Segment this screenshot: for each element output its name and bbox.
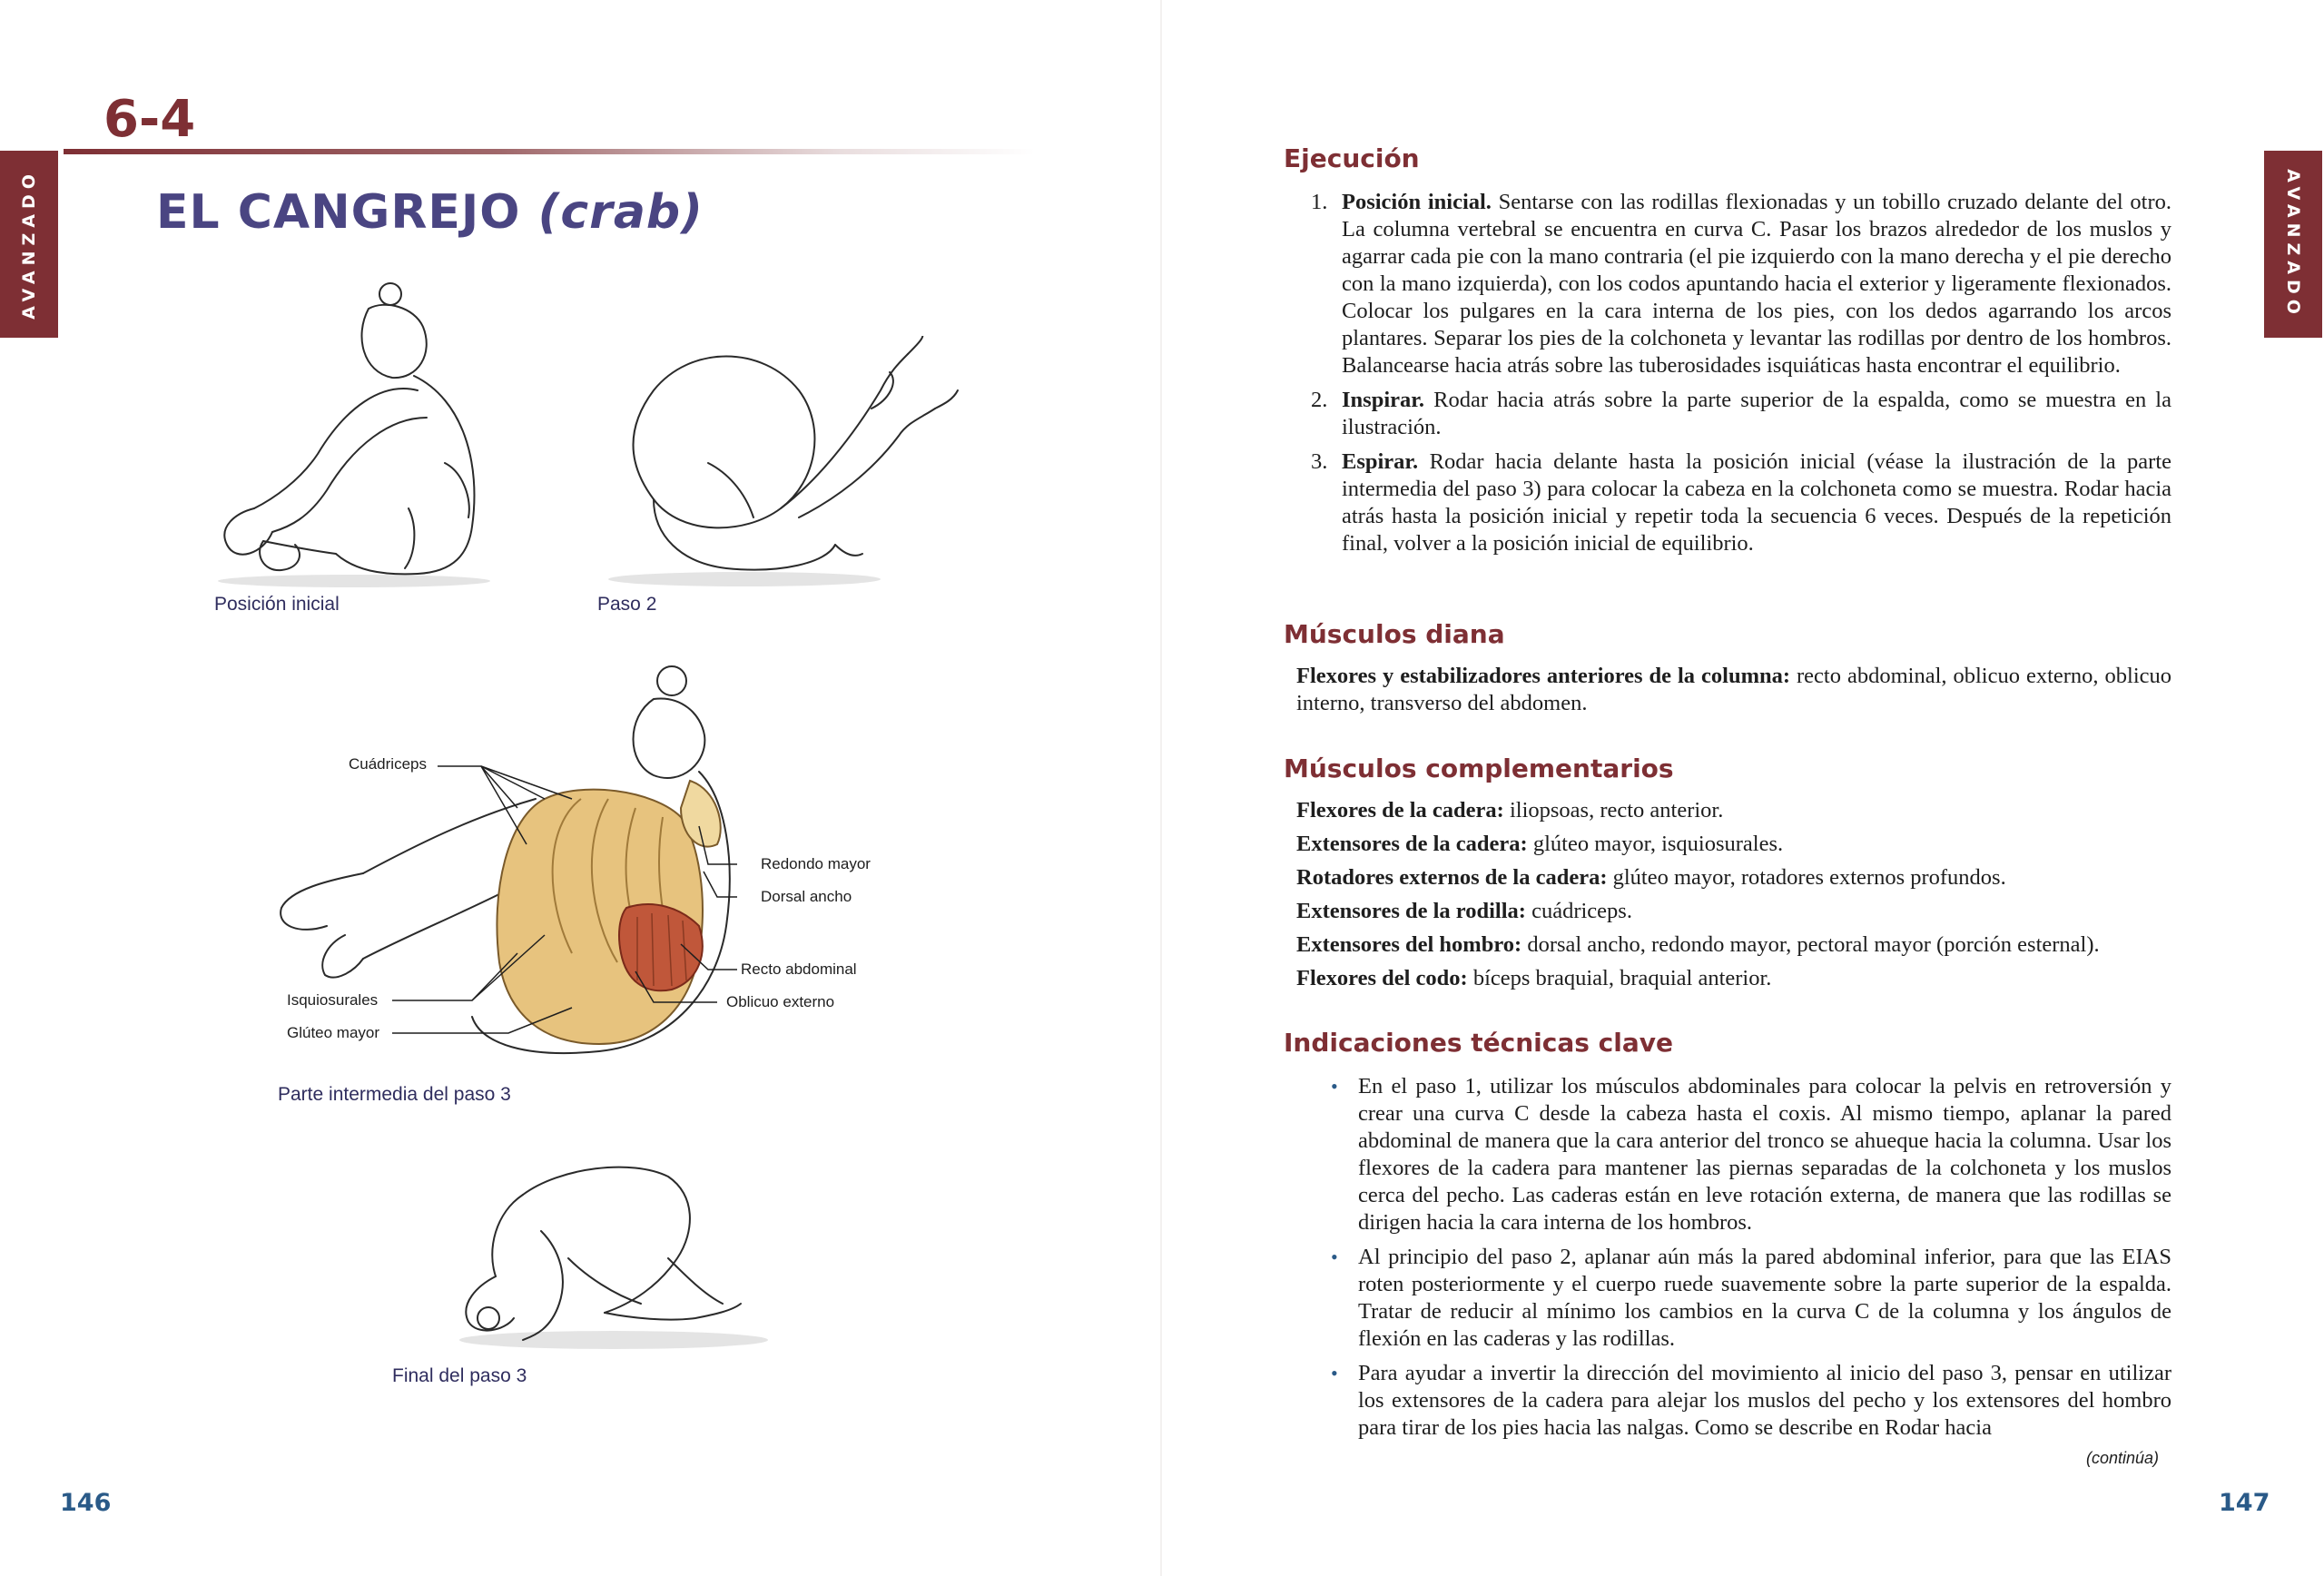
heading-execution: Ejecución bbox=[1284, 143, 1420, 173]
level-label: AVANZADO bbox=[2283, 169, 2303, 320]
step-lead: Posición inicial. bbox=[1342, 190, 1492, 214]
muscle-group: Flexores del codo: bbox=[1296, 966, 1468, 990]
tip-text: Para ayudar a invertir la dirección del movimiento al inicio del paso 3, pensar en utilizar los extensores de la cadera para alejar los muslos del pecho y los extensores del hombro para tirar de los pies hacia las nalgas. Como se describe en Rodar hacia bbox=[1358, 1361, 2171, 1440]
illustration-sitting-balance bbox=[200, 281, 499, 590]
step-lead: Espirar. bbox=[1342, 449, 1419, 474]
page-number-right: 147 bbox=[2219, 1489, 2270, 1517]
step-text: Rodar hacia atrás sobre la parte superior de la espalda, como se muestra en la ilustración. bbox=[1342, 388, 2171, 439]
step-number: 1. bbox=[1311, 190, 1328, 214]
label-teres-major: Redondo mayor bbox=[761, 855, 871, 872]
step-text: Rodar hacia delante hasta la posición inicial (véase la ilustración de la parte intermedia del paso 3) para colocar la cabeza en la colchoneta como se muestra. Rodar hacia atrás hasta la posición inicial y repetir toda la secuencia 6 veces. Después de la repetición final, volver a la posición inicial de equilibrio. bbox=[1342, 449, 2171, 556]
muscle-line bbox=[1296, 965, 2171, 992]
muscle-line bbox=[1296, 831, 2171, 858]
muscle-names: dorsal ancho, redondo mayor, pectoral mayor (porción esternal). bbox=[1521, 932, 2100, 957]
muscle-line bbox=[1296, 898, 2171, 925]
bullet-icon: • bbox=[1331, 1362, 1338, 1384]
level-side-tab-left bbox=[0, 151, 58, 338]
label-hamstrings: Isquiosurales bbox=[287, 991, 379, 1009]
figure-step-2 bbox=[599, 336, 962, 590]
step-item bbox=[1311, 387, 2171, 441]
figure-starting-position bbox=[200, 281, 499, 590]
muscle-names: cuádriceps. bbox=[1525, 899, 1632, 923]
left-page bbox=[0, 0, 1153, 1576]
label-external-oblique: Oblicuo externo bbox=[726, 993, 835, 1010]
step-text: Sentarse con las rodillas flexionadas y un tobillo cruzado delante del otro. La columna vertebral se encuentra en curva C. Pasar los brazos alrededor de los muslos y agarrar cada pie con la mano contraria (el pie izquierdo con la mano derecha y el pie derecho con la mano izquierda), con los codos apuntando hacia el exterior y ligeramente flexionados. Colocar los pulgares en la cara interna de los pies, con los dedos agarrando los arcos plantares. Separar los pies de la colchoneta y levantar las rodillas por dentro de los hombros. Balancearse hacia atrás sobre las tuberosidades isquiáticas hasta encontrar el equilibrio. bbox=[1342, 190, 2171, 378]
tip-text: En el paso 1, utilizar los músculos abdominales para colocar la pelvis en retroversión y crear una curva C desde la cabeza hasta el coxis. Al mismo tiempo, aplanar la pared abdominal de manera que la cara anterior del tronco se ahueque hacia la columna. Usar los flexores de la cadera para mantener las piernas separadas de la colchoneta y los muslos cerca del pecho. Las caderas están en leve rotación externa, de manera que las rodillas se dirigen hacia la cara interna de los hombros. bbox=[1358, 1074, 2171, 1235]
step-item bbox=[1311, 448, 2171, 557]
illustration-head-down bbox=[432, 1158, 777, 1358]
caption-starting-position: Posición inicial bbox=[214, 594, 340, 615]
page-number-left: 146 bbox=[60, 1489, 112, 1517]
accessory-muscles-list bbox=[1296, 797, 2171, 999]
step-number: 2. bbox=[1311, 388, 1328, 412]
heading-key-technique: Indicaciones técnicas clave bbox=[1284, 1028, 1673, 1058]
muscle-group: Flexores de la cadera: bbox=[1296, 798, 1504, 822]
muscle-group: Extensores del hombro: bbox=[1296, 932, 1522, 957]
label-gluteus-maximus: Glúteo mayor bbox=[287, 1024, 380, 1041]
label-rectus-abdominis: Recto abdominal bbox=[741, 960, 857, 978]
muscle-group: Extensores de la rodilla: bbox=[1296, 899, 1526, 923]
bullet-icon: • bbox=[1331, 1075, 1338, 1098]
tip-item bbox=[1331, 1073, 2171, 1236]
title-main: EL CANGREJO bbox=[156, 185, 521, 240]
caption-step-3-mid: Parte intermedia del paso 3 bbox=[278, 1084, 511, 1105]
step-lead: Inspirar. bbox=[1342, 388, 1425, 412]
exercise-number: 6-4 bbox=[103, 90, 196, 149]
step-number: 3. bbox=[1311, 449, 1328, 474]
header-rule bbox=[64, 149, 1035, 154]
continued-note: (continúa) bbox=[2086, 1449, 2160, 1467]
bullet-icon: • bbox=[1331, 1246, 1338, 1268]
figure-step-3-end bbox=[432, 1158, 777, 1358]
muscle-names: iliopsoas, recto anterior. bbox=[1503, 798, 1724, 822]
muscle-names: glúteo mayor, rotadores externos profundos. bbox=[1607, 865, 2006, 890]
target-muscles-list: recto abdominal, oblicuo externo, oblicuo interno, transverso del abdomen. bbox=[1296, 664, 2171, 715]
level-label: AVANZADO bbox=[19, 169, 39, 320]
page-gutter bbox=[1160, 0, 1162, 1576]
muscle-group: Extensores de la cadera: bbox=[1296, 832, 1528, 856]
caption-step-2: Paso 2 bbox=[597, 594, 657, 615]
label-latissimus: Dorsal ancho bbox=[761, 888, 852, 905]
target-muscles-lead: Flexores y estabilizadores anteriores de la columna: bbox=[1296, 664, 1791, 688]
execution-steps bbox=[1311, 189, 2171, 565]
muscle-line bbox=[1296, 864, 2171, 891]
caption-step-3-end: Final del paso 3 bbox=[392, 1365, 527, 1386]
heading-accessory-muscles: Músculos complementarios bbox=[1284, 754, 1674, 783]
muscle-line bbox=[1296, 797, 2171, 824]
label-quadriceps: Cuádriceps bbox=[349, 755, 427, 773]
target-muscles-text bbox=[1296, 663, 2171, 717]
title-english: (crab) bbox=[537, 185, 704, 240]
step-item bbox=[1311, 189, 2171, 379]
illustration-rolled-back bbox=[599, 336, 962, 590]
muscle-line bbox=[1296, 931, 2171, 959]
muscle-group: Rotadores externos de la cadera: bbox=[1296, 865, 1608, 890]
tip-item bbox=[1331, 1244, 2171, 1353]
level-side-tab-right bbox=[2264, 151, 2322, 338]
heading-target-muscles: Músculos diana bbox=[1284, 619, 1505, 649]
muscle-names: glúteo mayor, isquiosurales. bbox=[1527, 832, 1784, 856]
tip-text: Al principio del paso 2, aplanar aún más la pared abdominal inferior, para que las EIAS roten posteriormente y el cuerpo ruede suavemente sobre la parte superior de la espalda. Tratar de reducir al mínimo los cambios en la curva C de la columna y los ángulos de flexión en las caderas y las rodillas. bbox=[1358, 1245, 2171, 1351]
muscle-names: bíceps braquial, braquial anterior. bbox=[1467, 966, 1772, 990]
technique-tips bbox=[1331, 1073, 2171, 1449]
tip-item bbox=[1331, 1360, 2171, 1442]
exercise-title bbox=[156, 185, 704, 240]
